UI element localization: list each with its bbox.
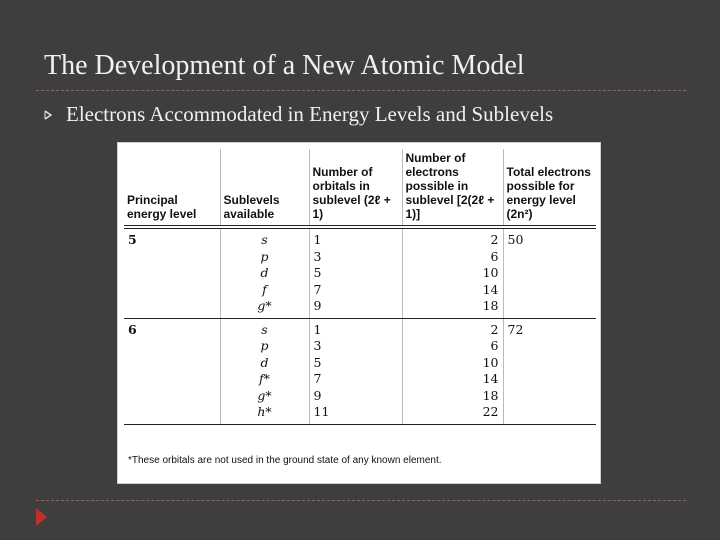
- cell-electrons-value: 14: [482, 371, 499, 386]
- cell-electrons: [402, 318, 503, 424]
- table-row: [124, 227, 596, 318]
- cell-orbitals-value: 9: [313, 387, 322, 403]
- cell-orbitals-value: 3: [313, 248, 322, 264]
- bullet-text: Electrons Accommodated in Energy Levels and Sublevels: [66, 102, 554, 126]
- cell-electrons-value: 22: [482, 404, 499, 419]
- cell-sublevels-value: f*: [259, 371, 270, 386]
- header-principal: Principal energy level: [124, 149, 220, 227]
- cell-energy-level-value: 5: [128, 232, 137, 247]
- cell-energy-level: [124, 318, 220, 424]
- cell-electrons: [402, 227, 503, 318]
- cell-electrons-value: 10: [482, 354, 499, 370]
- cell-orbitals: [309, 227, 402, 318]
- cell-energy-level: [124, 227, 220, 318]
- cell-electrons-value: 10: [482, 265, 499, 280]
- cell-orbitals-value: 7: [313, 281, 322, 297]
- cell-sublevels-value: d: [260, 354, 269, 370]
- header-orbitals: Number of orbitals in sublevel (2ℓ + 1): [309, 149, 402, 227]
- footer-divider: [36, 500, 686, 501]
- header-total: Total electrons possible for energy level (2n²): [503, 149, 596, 227]
- arrow-icon: [36, 508, 47, 526]
- cell-sublevels-value: p: [260, 338, 269, 353]
- cell-total: [503, 227, 596, 318]
- cell-electrons-value: 14: [482, 281, 499, 297]
- cell-electrons-value: 6: [490, 338, 499, 353]
- electron-table: [124, 149, 596, 425]
- cell-orbitals-value: 5: [313, 354, 322, 370]
- cell-sublevels-value: f: [262, 281, 267, 297]
- cell-orbitals-value: 11: [313, 404, 330, 419]
- bullet-icon: [44, 110, 52, 120]
- cell-electrons-value: 18: [482, 298, 499, 313]
- electron-table-image: [117, 142, 601, 484]
- cell-energy-level-value: 6: [128, 321, 137, 337]
- cell-sublevels: [220, 318, 309, 424]
- cell-electrons-value: 2: [490, 232, 499, 247]
- cell-sublevels-value: g*: [257, 387, 272, 403]
- cell-sublevels-value: s: [261, 321, 268, 337]
- cell-sublevels-value: p: [260, 248, 269, 264]
- cell-electrons-value: 18: [482, 387, 499, 403]
- cell-electrons-value: 6: [490, 248, 499, 264]
- cell-sublevels-value: g*: [257, 298, 272, 313]
- cell-orbitals-value: 3: [313, 338, 322, 353]
- cell-total-value: 72: [507, 321, 524, 337]
- cell-sublevels-value: h*: [257, 404, 272, 419]
- cell-orbitals-value: 5: [313, 265, 322, 280]
- cell-total: [503, 318, 596, 424]
- cell-orbitals-value: 1: [313, 321, 322, 337]
- cell-sublevels-value: d: [260, 265, 269, 280]
- cell-orbitals-value: 1: [313, 232, 322, 247]
- cell-sublevels-value: s: [261, 232, 268, 247]
- cell-orbitals: [309, 318, 402, 424]
- header-sublevels: Sublevels available: [220, 149, 309, 227]
- cell-orbitals-value: 7: [313, 371, 322, 386]
- slide-title: The Development of a New Atomic Model: [44, 50, 525, 81]
- cell-sublevels: [220, 227, 309, 318]
- header-electrons: Number of electrons possible in sublevel [2(2ℓ + 1)]: [402, 149, 503, 227]
- table-header-row: [124, 149, 596, 227]
- cell-electrons-value: 2: [490, 321, 499, 337]
- cell-total-value: 50: [507, 232, 524, 247]
- cell-orbitals-value: 9: [313, 298, 322, 313]
- table-footnote: *These orbitals are not used in the ground state of any known element.: [128, 455, 442, 466]
- title-divider: [36, 90, 686, 91]
- table-row: [124, 318, 596, 424]
